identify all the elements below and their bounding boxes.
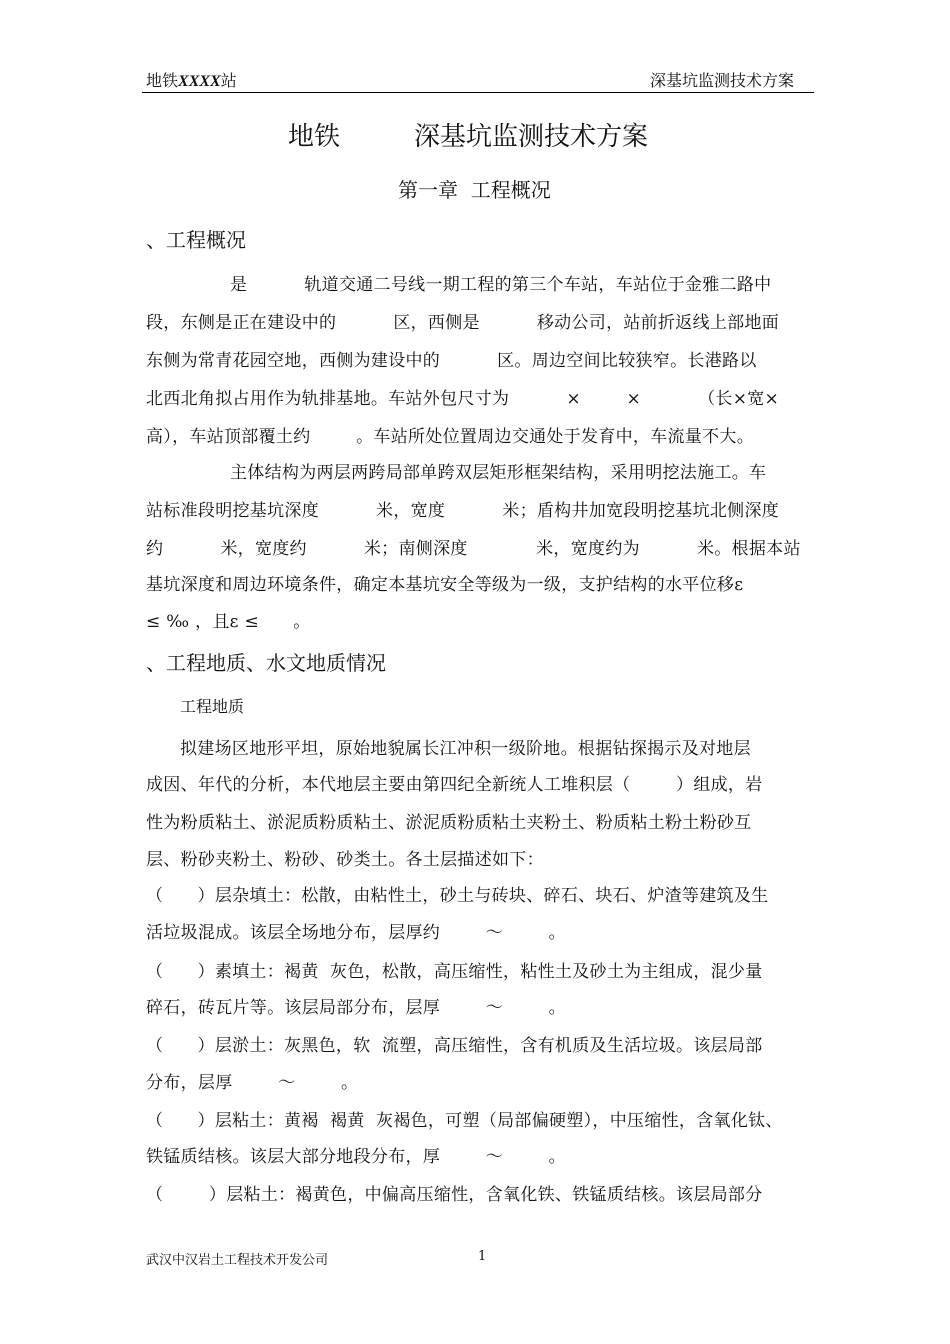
chapter-heading: 第一章 工程概况 (398, 178, 551, 202)
paragraph-line: （ ）素填土：褐黄 灰色，松散，高压缩性，粘性土及砂土为主组成，混少量 (146, 962, 763, 982)
page-header (142, 64, 814, 93)
paragraph-line: 高），车站顶部覆土约 。车站所处位置周边交通处于发育中，车流量不大。 (146, 427, 755, 447)
document-title (0, 116, 950, 150)
paragraph-line: （ ）层淤土：灰黑色，软 流塑，高压缩性，含有机质及生活垃圾。该层局部 (146, 1036, 763, 1056)
header-doc-title: 深基坑监测技术方案 (649, 71, 794, 90)
title-part-1: 地铁 (288, 122, 341, 152)
paragraph-line: （ ）层杂填土：松散，由粘性土，砂土与砖块、碎石、块石、炉渣等建筑及生 (146, 886, 769, 906)
paragraph-line: 约 米，宽度约 米；南侧深度 米，宽度约为 米。根据本站 (146, 539, 801, 559)
paragraph-line: 分布，层厚 ～ 。 (146, 1073, 359, 1093)
paragraph-line: 东侧为常青花园空地，西侧为建设中的 区。周边空间比较狭窄。长港路以 (146, 351, 757, 371)
paragraph-line: 活垃圾混成。该层全场地分布，层厚约 ～ 。 (146, 923, 566, 943)
paragraph-line: ≤ ‰ ，且ε ≤ 。 (146, 612, 311, 632)
paragraph-line: 站标准段明挖基坑深度 米，宽度 米；盾构井加宽段明挖基坑北侧深度 (146, 501, 780, 521)
paragraph-line: 碎石，砖瓦片等。该层局部分布，层厚 ～ 。 (146, 998, 566, 1018)
paragraph-line: 铁锰质结核。该层大部分地段分布，厚 ～ 。 (146, 1147, 566, 1167)
paragraph-line: 基坑深度和周边环境条件，确定本基坑安全等级为一级，支护结构的水平位移ε (146, 575, 744, 595)
paragraph-line: 层、粉砂夹粉土、粉砂、砂类土。各土层描述如下： (146, 850, 544, 870)
page-number: 1 (478, 1249, 487, 1264)
paragraph-line: 性为粉质粘土、淤泥质粉质粘土、淤泥质粉质粘土夹粉土、粉质粘土粉土粉砂互 (146, 813, 752, 833)
paragraph-line: 是 轨道交通二号线一期工程的第三个车站，车站位于金雅二路中 (230, 275, 772, 295)
title-part-2: 深基坑监测技术方案 (414, 122, 649, 152)
header-station-label: 地铁XXXX站 (146, 71, 237, 90)
paragraph-line: 北西北角拟占用作为轨排基地。车站外包尺寸为 × × （长×宽× (146, 389, 780, 409)
paragraph-line: 段，东侧是正在建设中的 区，西侧是 移动公司，站前折返线上部地面 (146, 313, 780, 333)
paragraph-line: 拟建场区地形平坦，原始地貌属长江冲积一级阶地。根据钻探揭示及对地层 (180, 739, 751, 759)
paragraph-line: 主体结构为两层两跨局部单跨双层矩形框架结构，采用明挖法施工。车 (230, 463, 767, 483)
paragraph-line: （ ）层粘土：褐黄色，中偏高压缩性，含氧化铁、铁锰质结核。该层局部分 (146, 1185, 763, 1205)
paragraph-line: 成因、年代的分析，本代地层主要由第四纪全新统人工堆积层（ ）组成，岩 (146, 775, 763, 795)
footer-company: 武汉中汉岩土工程技术开发公司 (146, 1253, 329, 1268)
section-heading-geology: 、工程地质、水文地质情况 (146, 651, 386, 675)
paragraph-line: （ ）层粘土：黄褐 褐黄 灰褐色，可塑（局部偏硬塑），中压缩性，含氧化钛、 (146, 1111, 783, 1131)
subsection-heading: 工程地质 (180, 697, 245, 716)
section-heading-overview: 、工程概况 (146, 228, 246, 252)
